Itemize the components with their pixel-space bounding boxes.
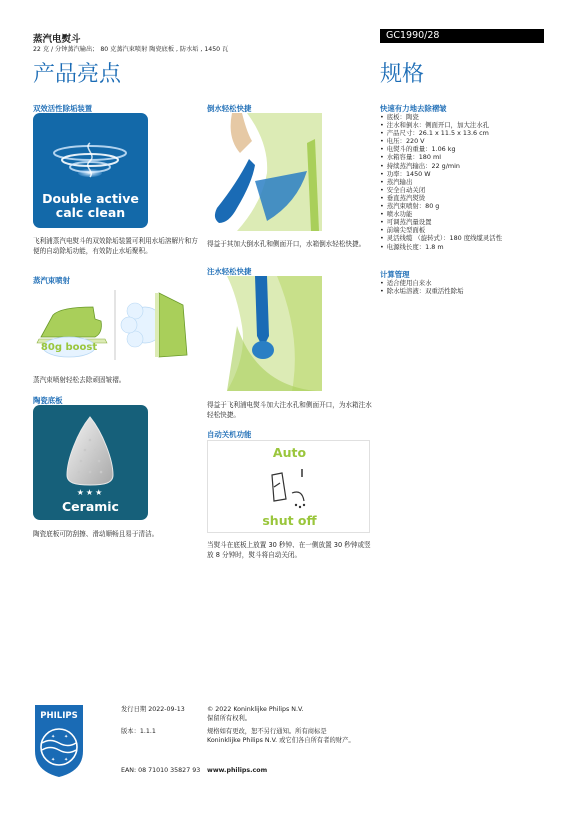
spec-item: • 除水垢溶液：双重活性除垢 — [380, 287, 463, 295]
double-clean-image — [33, 113, 148, 228]
highlights-heading: 产品亮点 — [33, 62, 122, 87]
spec-group2-list — [380, 279, 463, 295]
website-link[interactable]: www.philips.com — [207, 767, 268, 774]
pour-water-icon — [207, 113, 322, 231]
spec-item: • 电源线长度：1.8 m — [380, 243, 502, 251]
philips-shield-icon — [33, 705, 85, 777]
spec-item: • 持续蒸汽输出：22 g/min — [380, 162, 502, 170]
spec-item: • 注水和倒水：侧面开口，加大注水孔 — [380, 121, 502, 129]
spec-item: • 喷水功能 — [380, 210, 502, 218]
double-clean-caption-line2: calc clean — [55, 205, 126, 220]
spec-item: • 灵活线缆 （旋转式）：180 度线缆灵活性 — [380, 234, 502, 242]
product-title: 蒸汽电熨斗 — [33, 34, 81, 45]
spec-item: • 适合使用自来水 — [380, 279, 463, 287]
steam-shot-title: 蒸汽束喷射 — [33, 276, 70, 285]
spec-item: • 功率：1450 W — [380, 170, 502, 178]
steam-shot-desc: 蒸汽束喷射轻松去除顽固皱褶。 — [33, 376, 126, 384]
spec-item: • 安全自动关闭 — [380, 186, 502, 194]
spec-item: • 底板：陶瓷 — [380, 113, 502, 121]
double-clean-caption — [33, 192, 148, 220]
fill-water-icon — [207, 276, 322, 391]
iron-tilt-icon — [264, 463, 314, 513]
auto-off-desc: 当熨斗在底板上放置 30 秒钟、在一侧放置 30 秒钟或竖放 8 分钟时，熨斗将自动关闭。 — [207, 541, 371, 559]
empty-desc: 得益于其加大倒水孔和侧面开口，水箱倒水轻松快捷。 — [207, 240, 366, 248]
spec-item: • 蒸汽束喷射：80 g — [380, 202, 502, 210]
ceramic-caption: Ceramic — [62, 499, 119, 514]
fill-water-image — [207, 276, 322, 391]
double-clean-title: 双效活性除垢装置 — [33, 104, 93, 113]
spec-item: • 前端尖型面板 — [380, 226, 502, 234]
copyright: © 2022 Koninklijke Philips N.V. — [207, 706, 304, 713]
philips-brand-text: PHILIPS — [40, 711, 78, 721]
spec-item: • 产品尺寸：26.1 x 11.5 x 13.6 cm — [380, 129, 502, 137]
svg-text:✦: ✦ — [51, 757, 56, 763]
steam-shot-image — [33, 285, 198, 365]
rights-reserved: 保留所有权利。 — [207, 715, 252, 722]
ceramic-stars: ★★★ — [76, 488, 105, 497]
svg-text:✦: ✦ — [64, 734, 69, 740]
philips-logo — [33, 705, 85, 777]
release-date: 发行日期 2022-09-13 — [121, 706, 185, 713]
spec-item: • 电熨斗的重量：1.06 kg — [380, 145, 502, 153]
ceramic-desc: 陶瓷底板可防刮擦、滑动顺畅且易于清洁。 — [33, 530, 159, 538]
spec-item: • 水箱容量：180 ml — [380, 153, 502, 161]
spec-item: • 电压：220 V — [380, 137, 502, 145]
spec-group1-list — [380, 113, 502, 251]
model-number: GC1990/28 — [386, 30, 440, 41]
spec-item: • 可调蒸汽量设置 — [380, 218, 502, 226]
specs-heading: 规格 — [380, 62, 425, 87]
auto-off-caption-top: Auto — [272, 445, 307, 460]
iron-steam-icon — [33, 285, 198, 365]
fill-desc: 得益于飞利浦电熨斗加大注水孔和侧面开口，为水箱注水轻松快捷。 — [207, 401, 372, 419]
auto-off-image — [207, 440, 370, 533]
spec-item: • 蒸汽输出 — [380, 178, 502, 186]
svg-text:✦: ✦ — [51, 734, 56, 740]
notice-line2: Koninklijke Philips N.V. 或它们各自所有者的财产。 — [207, 737, 355, 744]
fill-title: 注水轻松快捷 — [207, 267, 252, 276]
auto-off-title: 自动关机功能 — [207, 430, 252, 439]
spec-group2-title: 计算管理 — [380, 270, 410, 279]
double-clean-caption-line1: Double active — [42, 191, 139, 206]
version: 版本：1.1.1 — [121, 728, 156, 735]
svg-text:✦: ✦ — [64, 757, 69, 763]
product-subtitle: 22 克 / 分钟蒸汽输出； 80 克蒸汽束喷射 陶瓷底板 , 防水垢 , 1450 瓦 — [33, 46, 229, 53]
empty-title: 倒水轻松快捷 — [207, 104, 252, 113]
ceramic-image — [33, 405, 148, 520]
ceramic-title: 陶瓷底板 — [33, 396, 63, 405]
steam-boost-label: 80g boost — [40, 342, 98, 353]
notice-line1: 规格如有更改，恕不另行通知。所有商标是 — [207, 728, 327, 735]
double-clean-desc: 飞利浦蒸汽电熨斗的双效除垢装置可利用水垢溶解片和方便的自动除垢功能，有效防止水垢聚积。 — [33, 237, 198, 255]
empty-water-image — [207, 113, 322, 231]
model-number-bar — [380, 29, 544, 43]
ean-code: EAN: 08 71010 35827 93 — [121, 767, 201, 774]
spec-item: • 垂直蒸汽熨烫 — [380, 194, 502, 202]
spec-group1-title: 快速有力地去除褶皱 — [380, 104, 447, 113]
auto-off-caption-bottom: shut off — [262, 513, 317, 528]
